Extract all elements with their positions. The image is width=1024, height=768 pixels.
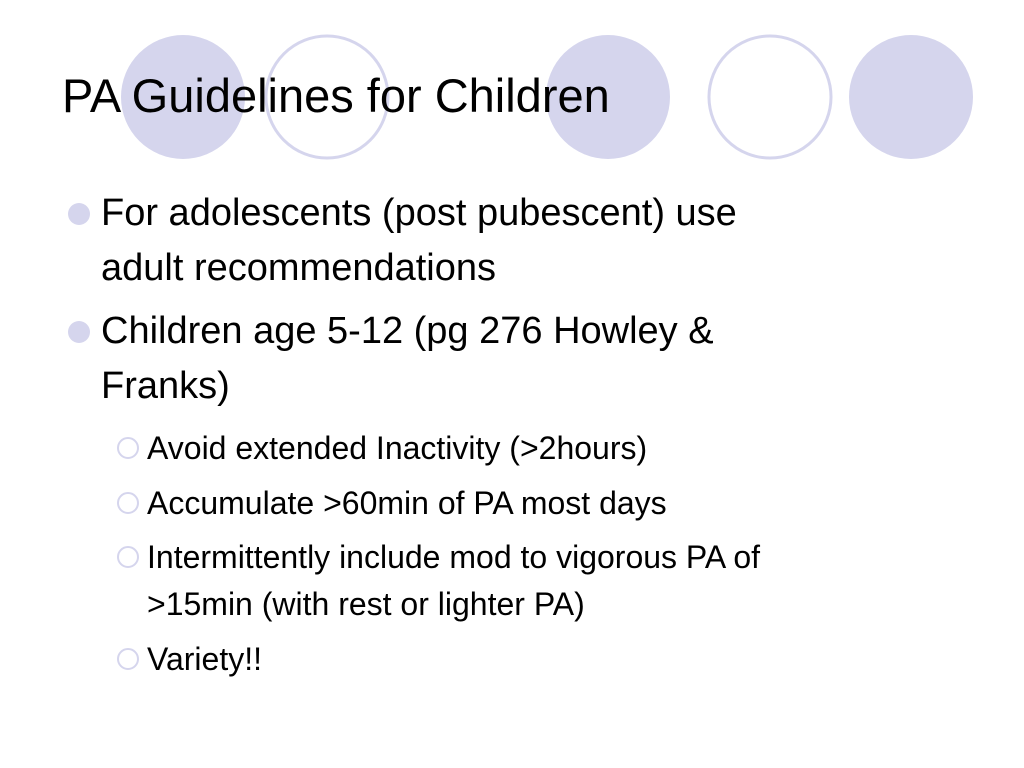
subbullet-2-line-1: Accumulate >60min of PA most days: [147, 485, 667, 521]
bullet-1-line-2: adult recommendations: [101, 247, 496, 289]
subbullet-1-line-1: Avoid extended Inactivity (>2hours): [147, 430, 648, 466]
bullet-ring-icon: [117, 648, 139, 670]
bullet-ring-icon: [117, 492, 139, 514]
bullet-dot-icon: [68, 321, 90, 343]
subbullet-3-line-1: Intermittently include mod to vigorous PA of: [147, 539, 761, 575]
bullet-dot-icon: [68, 203, 90, 225]
subbullet-3-line-2: >15min (with rest or lighter PA): [147, 586, 585, 622]
bullet-ring-icon: [117, 437, 139, 459]
bullet-2-line-1: Children age 5-12 (pg 276 Howley &: [101, 310, 714, 352]
subbullet-4-line-1: Variety!!: [147, 641, 262, 677]
slide-title: PA Guidelines for Children: [62, 69, 610, 122]
bullet-1-line-1: For adolescents (post pubescent) use: [101, 192, 737, 234]
bullet-ring-icon: [117, 546, 139, 568]
bullet-2-line-2: Franks): [101, 365, 230, 407]
